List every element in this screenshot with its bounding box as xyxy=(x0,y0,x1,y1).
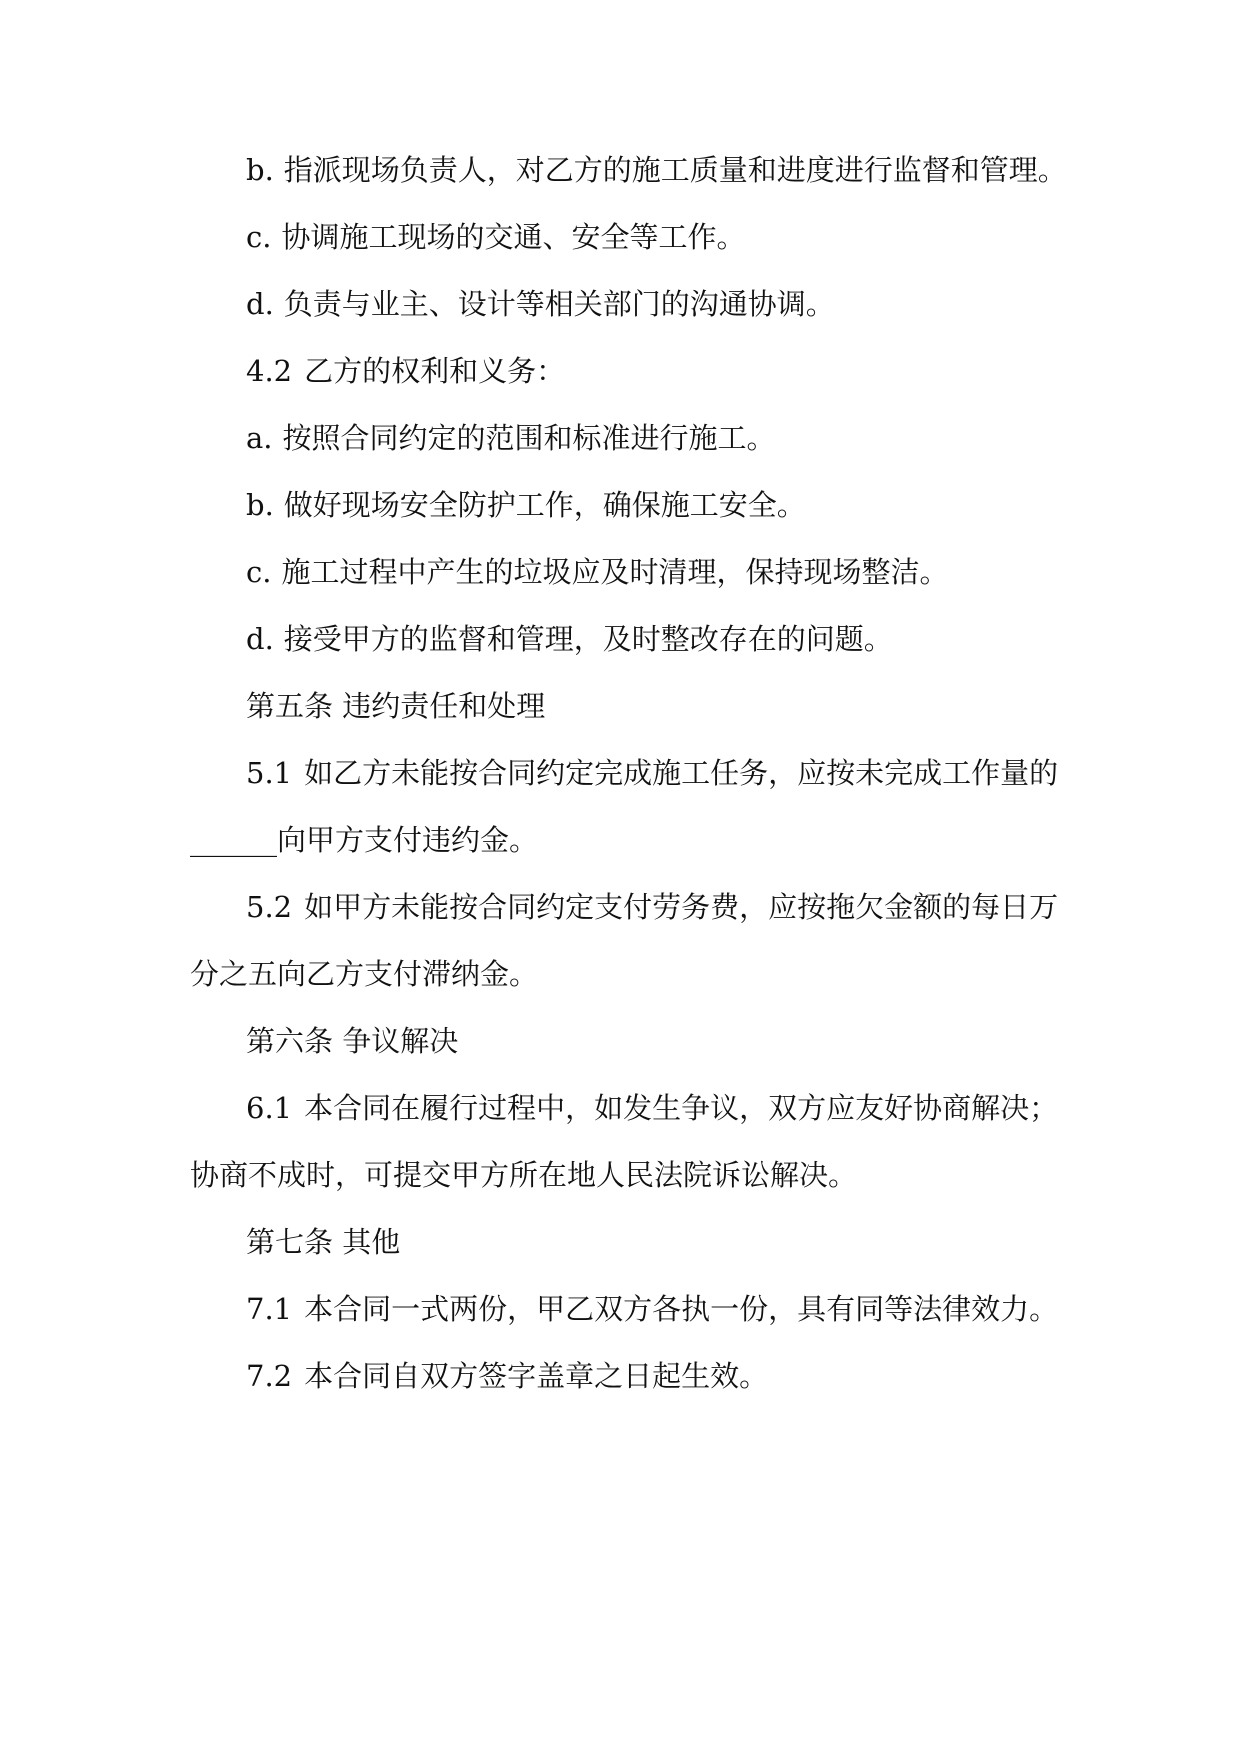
list-item-text: 负责与业主、设计等相关部门的沟通协调。 xyxy=(283,287,835,321)
clause-text: 本合同自双方签字盖章之日起生效。 xyxy=(304,1359,769,1393)
list-marker: b. xyxy=(246,153,274,187)
clause-continuation: 协商不成时，可提交甲方所在地人民法院诉讼解决。 xyxy=(190,1158,858,1192)
clause-text: 如甲方未能按合同约定支付劳务费，应按拖欠金额的每日万 xyxy=(304,890,1059,924)
list-marker: a. xyxy=(246,421,273,455)
list-marker: d. xyxy=(246,287,274,321)
list-item-text: 按照合同约定的范围和标准进行施工。 xyxy=(282,421,776,455)
clause-paragraph xyxy=(246,755,1058,791)
clause-continuation xyxy=(190,822,538,858)
list-item-text: 做好现场安全防护工作，确保施工安全。 xyxy=(283,488,806,522)
list-marker: b. xyxy=(246,488,274,522)
list-item xyxy=(246,554,948,590)
list-item xyxy=(246,487,806,523)
clause-text: 如乙方未能按合同约定完成施工任务，应按未完成工作量的 xyxy=(304,756,1059,790)
clause-paragraph xyxy=(246,1358,768,1394)
clause-number: 6.1 xyxy=(246,1091,293,1125)
clause-paragraph xyxy=(246,1090,1058,1126)
list-item-text: 协调施工现场的交通、安全等工作。 xyxy=(281,220,746,254)
list-item xyxy=(246,420,776,456)
clause-number: 7.1 xyxy=(246,1292,293,1326)
clause-text: 乙方的权利和义务： xyxy=(304,354,566,388)
list-item xyxy=(246,286,835,322)
article-heading: 第七条 其他 xyxy=(246,1225,401,1259)
list-item xyxy=(246,219,745,255)
clause-paragraph xyxy=(246,1291,1058,1327)
article-heading: 第六条 争议解决 xyxy=(246,1024,459,1058)
clause-number: 7.2 xyxy=(246,1359,293,1393)
clause-heading xyxy=(246,353,565,389)
list-item-text: 接受甲方的监督和管理，及时整改存在的问题。 xyxy=(283,622,893,656)
article-heading: 第五条 违约责任和处理 xyxy=(246,689,546,723)
list-marker: c. xyxy=(246,220,272,254)
clause-number: 5.2 xyxy=(246,890,293,924)
clause-continuation: 分之五向乙方支付滞纳金。 xyxy=(190,957,539,991)
list-marker: d. xyxy=(246,622,274,656)
list-item xyxy=(246,621,893,657)
clause-number: 4.2 xyxy=(246,354,293,388)
list-item-text: 指派现场负责人，对乙方的施工质量和进度进行监督和管理。 xyxy=(283,153,1067,187)
clause-text: 向甲方支付违约金。 xyxy=(277,823,539,857)
list-item xyxy=(246,152,1067,188)
clause-number: 5.1 xyxy=(246,756,293,790)
clause-text: 本合同一式两份，甲乙双方各执一份，具有同等法律效力。 xyxy=(304,1292,1059,1326)
clause-paragraph xyxy=(246,889,1058,925)
list-item-text: 施工过程中产生的垃圾应及时清理，保持现场整洁。 xyxy=(281,555,949,589)
fill-in-blank: ______ xyxy=(190,823,277,857)
list-marker: c. xyxy=(246,555,272,589)
clause-text: 本合同在履行过程中，如发生争议，双方应友好协商解决； xyxy=(304,1091,1059,1125)
